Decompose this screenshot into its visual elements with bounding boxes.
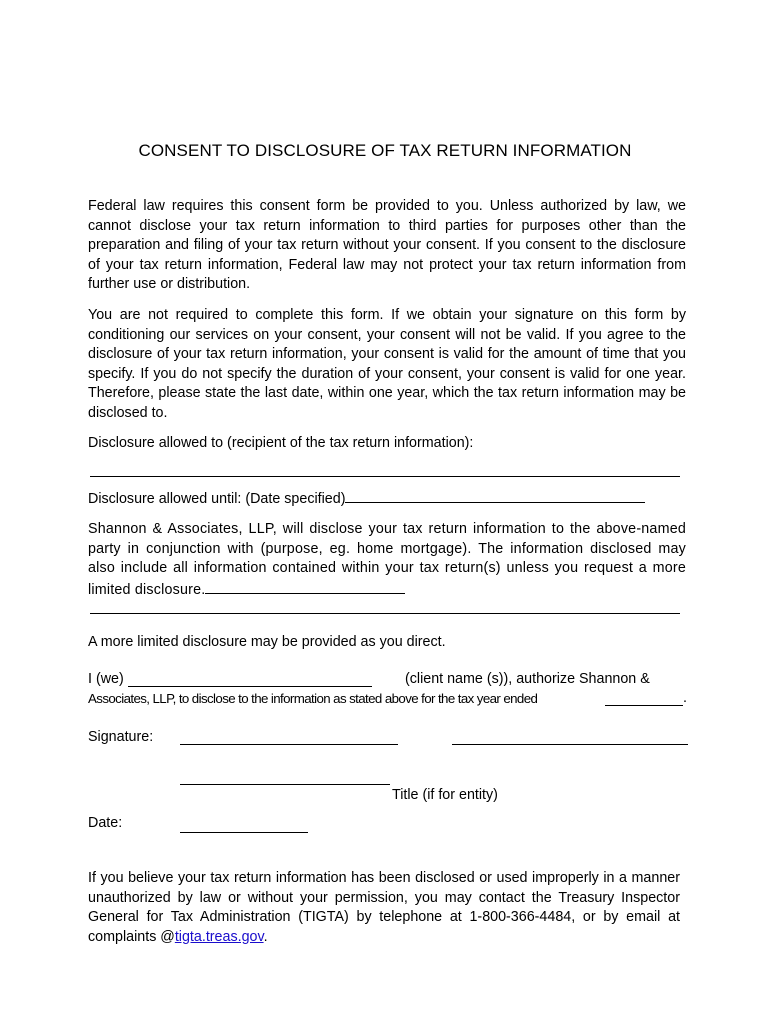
tigta-email-link[interactable]: tigta.treas.gov xyxy=(174,928,264,945)
signature-label: Signature: xyxy=(88,729,154,745)
title-label: Title (if for entity) xyxy=(392,787,498,803)
consent-validity-paragraph: You are not required to complete this form. If we obtain your signature on this form by conditioning our services on your consent, your consent will not be valid. If you agree to the disclosure of your tax return information, your consent is valid for the amount of time that you specify. If you do not specify the duration of your consent, your consent is valid for one year. Therefore, please state the last date, within one year, which the tax return information may be disclosed to. xyxy=(88,307,686,421)
until-label: Disclosure allowed until: (Date specified) xyxy=(88,491,346,507)
client-name-line[interactable] xyxy=(128,686,372,687)
until-date-line[interactable] xyxy=(345,488,645,503)
recipient-line[interactable] xyxy=(90,476,680,477)
entity-title-line[interactable] xyxy=(180,784,390,785)
limited-disclosure-line[interactable] xyxy=(205,579,405,594)
associates-text: Associates, LLP, to disclose to the information as stated above for the tax year ended xyxy=(88,691,538,706)
date-label: Date: xyxy=(88,815,123,831)
period: . xyxy=(683,690,687,706)
tigta-end: . xyxy=(263,928,268,945)
date-line[interactable] xyxy=(180,832,308,833)
client-name-text: (client name (s)), authorize Shannon & xyxy=(405,671,650,687)
purpose-extra-line[interactable] xyxy=(90,613,680,614)
tigta-text: If you believe your tax return information has been disclosed or used improperly in a manner unauthorized by law or without your permission, you may contact the Treasury Inspector General for Tax Administration (TIGTA) by telephone at 1-800-366-4484, or by email at complaints @ xyxy=(88,870,680,945)
purpose-paragraph xyxy=(88,520,686,600)
iwe-label: I (we) xyxy=(88,671,124,687)
disclosure-until-row xyxy=(88,488,645,510)
signature-line-1[interactable] xyxy=(180,744,398,745)
form-title: CONSENT TO DISCLOSURE OF TAX RETURN INFORMATION xyxy=(138,141,632,160)
tigta-paragraph xyxy=(88,869,680,947)
intro-paragraph: Federal law requires this consent form be provided to you. Unless authorized by law, we cannot disclose your tax return information to third parties for purposes other than the preparation and filing of your tax return without your consent. If you consent to the disclosure of your tax return information, Federal law may not protect your tax return information from further use or distribution. xyxy=(88,198,686,292)
signature-line-2[interactable] xyxy=(452,744,688,745)
recipient-label: Disclosure allowed to (recipient of the tax return information): xyxy=(88,435,474,451)
purpose-text: Shannon & Associates, LLP, will disclose your tax return information to the above-named party in conjunction with (purpose, eg. home mortgage). The information disclosed may also include all information contained within your tax return(s) unless you request a more limited disclosure. xyxy=(88,521,686,598)
tax-year-line[interactable] xyxy=(605,705,683,706)
limited-disclosure-label: A more limited disclosure may be provided as you direct. xyxy=(88,634,446,650)
